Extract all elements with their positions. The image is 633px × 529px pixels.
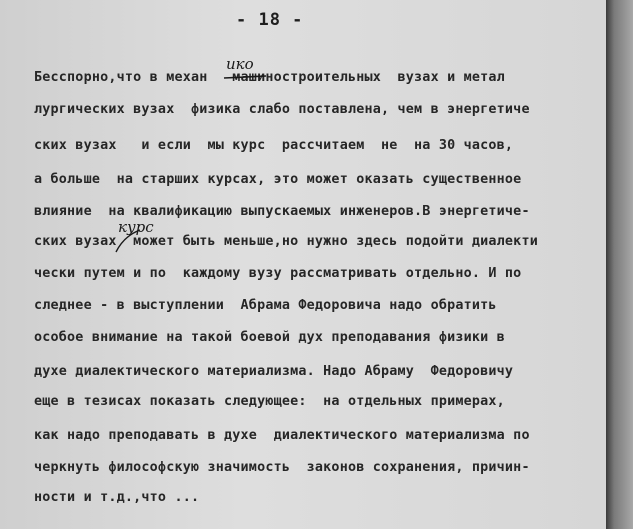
text-line: влияние на квалификацию выпускаемых инженеров.В энергетиче- <box>34 204 530 219</box>
text-line: чески путем и по каждому вузу рассматривать отдельно. И по <box>34 266 522 281</box>
text-line: черкнуть философскую значимость законов сохранения, причин- <box>34 460 530 475</box>
text-line: ских вузах может быть меньше,но нужно здесь подойти диалекти <box>34 234 538 249</box>
text-line: а больше на старших курсах, это может оказать существенное <box>34 172 522 187</box>
text-line: следнее - в выступлении Абрама Федоровича надо обратить <box>34 298 497 313</box>
text-line: духе диалектического материализма. Надо Абраму Федоровичу <box>34 364 514 379</box>
text-line: как надо преподавать в духе диалектического материализма по <box>34 428 530 443</box>
page-number: - 18 - <box>236 10 304 30</box>
handwritten-correction: ико <box>226 55 254 73</box>
text-line: еще в тезисах показать следующее: на отдельных примерах, <box>34 394 505 409</box>
text-line: Бесспорно,что в механ машиностроительных вузах и метал <box>34 70 505 85</box>
text-line: ности и т.д.,что ... <box>34 490 200 505</box>
text-line: лургических вузах физика слабо поставлена, чем в энергетиче <box>34 102 530 117</box>
strikethrough-mark <box>222 68 268 86</box>
page-edge <box>606 0 633 529</box>
text-line: особое внимание на такой боевой дух преподавания физики в <box>34 330 505 345</box>
handwritten-correction: курс <box>118 218 154 236</box>
text-line: ских вузах и если мы курс рассчитаем не на 30 часов, <box>34 138 514 153</box>
insertion-mark <box>110 226 154 256</box>
